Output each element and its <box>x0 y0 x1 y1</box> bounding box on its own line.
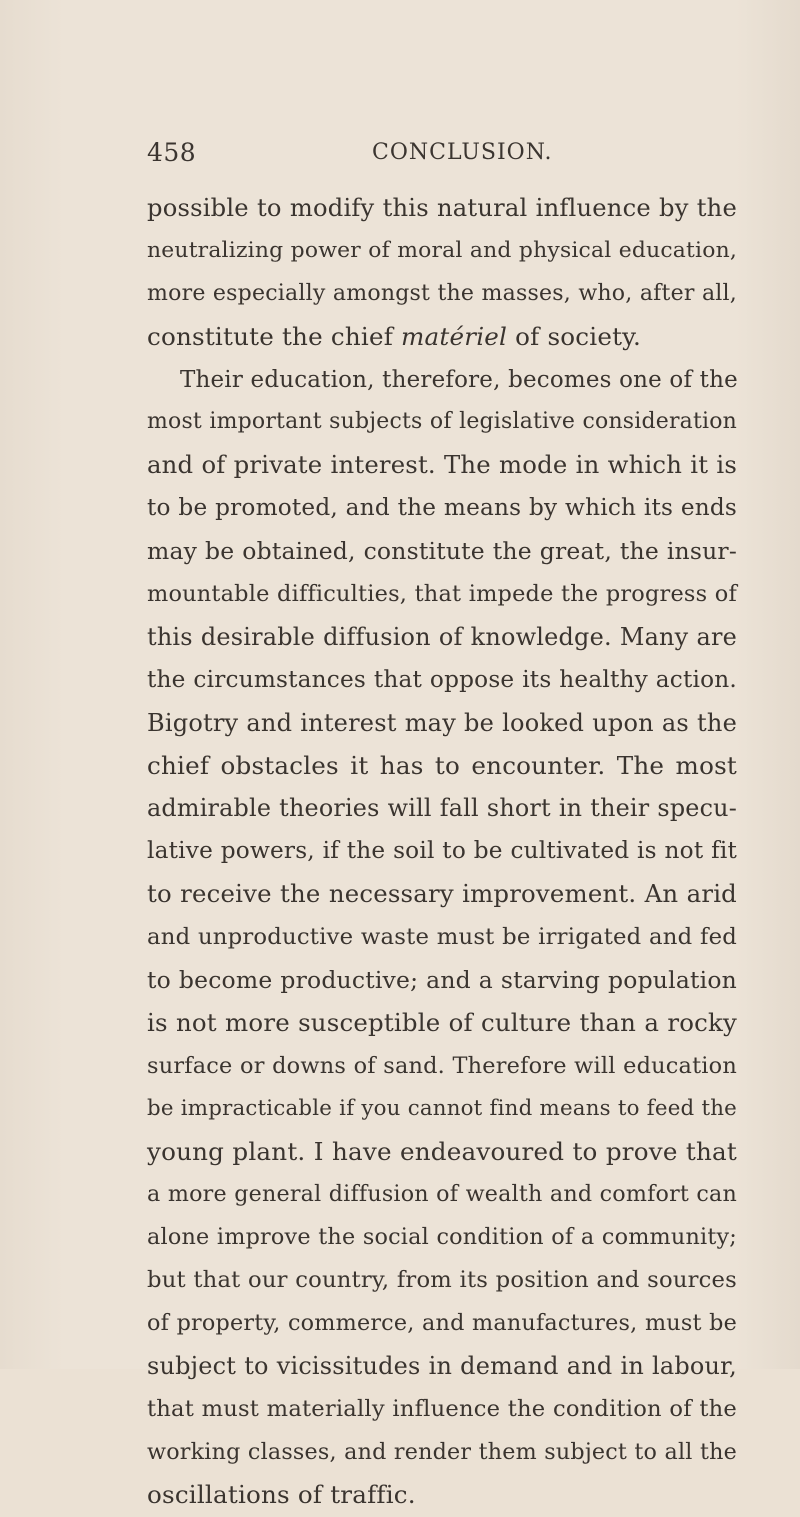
text-line: this desirable diffusion of knowledge. Many are <box>147 622 737 651</box>
text-line: to be promoted, and the means by which its ends <box>147 494 737 522</box>
text-segment: of society. <box>507 321 642 351</box>
page-header <box>147 138 737 178</box>
text-line: neutralizing power of moral and physical education, <box>147 237 737 263</box>
text-line: mountable difficulties, that impede the progress of <box>147 581 737 608</box>
text-line: and of private interest. The mode in which it is <box>147 450 737 480</box>
text-line: alone improve the social condition of a community; <box>147 1224 737 1251</box>
text-line: of property, commerce, and manufactures, must be <box>147 1310 737 1337</box>
text-line: admirable theories will fall short in their specu- <box>147 794 737 823</box>
text-line: and unproductive waste must be irrigated and fed <box>147 924 737 951</box>
text-line: possible to modify this natural influence by the <box>147 194 737 222</box>
text-line: may be obtained, constitute the great, the insur- <box>147 537 737 566</box>
text-line: to receive the necessary improvement. An arid <box>147 879 737 909</box>
page-number: 458 <box>147 138 197 167</box>
text-line: more especially amongst the masses, who, after all, <box>147 280 737 306</box>
text-line: chief obstacles it has to encounter. The most <box>147 750 737 780</box>
text-line: lative powers, if the soil to be cultivated is not fit <box>147 837 737 865</box>
text-line: to become productive; and a starving population <box>147 966 737 995</box>
running-head: CONCLUSION. <box>372 140 553 165</box>
text-line: is not more susceptible of culture than a rocky <box>147 1007 737 1037</box>
text-line: be impracticable if you cannot find means to feed the <box>147 1095 737 1121</box>
italic-word: matériel <box>401 321 508 351</box>
text-line: working classes, and render them subject to all the <box>147 1438 737 1465</box>
paragraph-first-line: Their education, therefore, becomes one of the <box>180 366 738 393</box>
text-segment: constitute the chief <box>147 321 402 351</box>
text-line: surface or downs of sand. Therefore will education <box>147 1052 737 1079</box>
text-line <box>147 316 737 359</box>
text-line: oscillations of traffic. <box>147 1479 416 1509</box>
text-line: a more general diffusion of wealth and comfort can <box>147 1181 737 1208</box>
text-line: young plant. I have endeavoured to prove that <box>147 1136 737 1166</box>
body-text <box>147 187 737 1517</box>
text-line: subject to vicissitudes in demand and in labour, <box>147 1352 737 1381</box>
text-line: Bigotry and interest may be looked upon as the <box>147 708 737 737</box>
text-line: but that our country, from its position and sources <box>147 1267 737 1294</box>
text-line: most important subjects of legislative consideration <box>147 409 737 435</box>
text-line: the circumstances that oppose its healthy action. <box>147 665 737 693</box>
text-line: that must materially influence the condition of the <box>147 1395 737 1422</box>
